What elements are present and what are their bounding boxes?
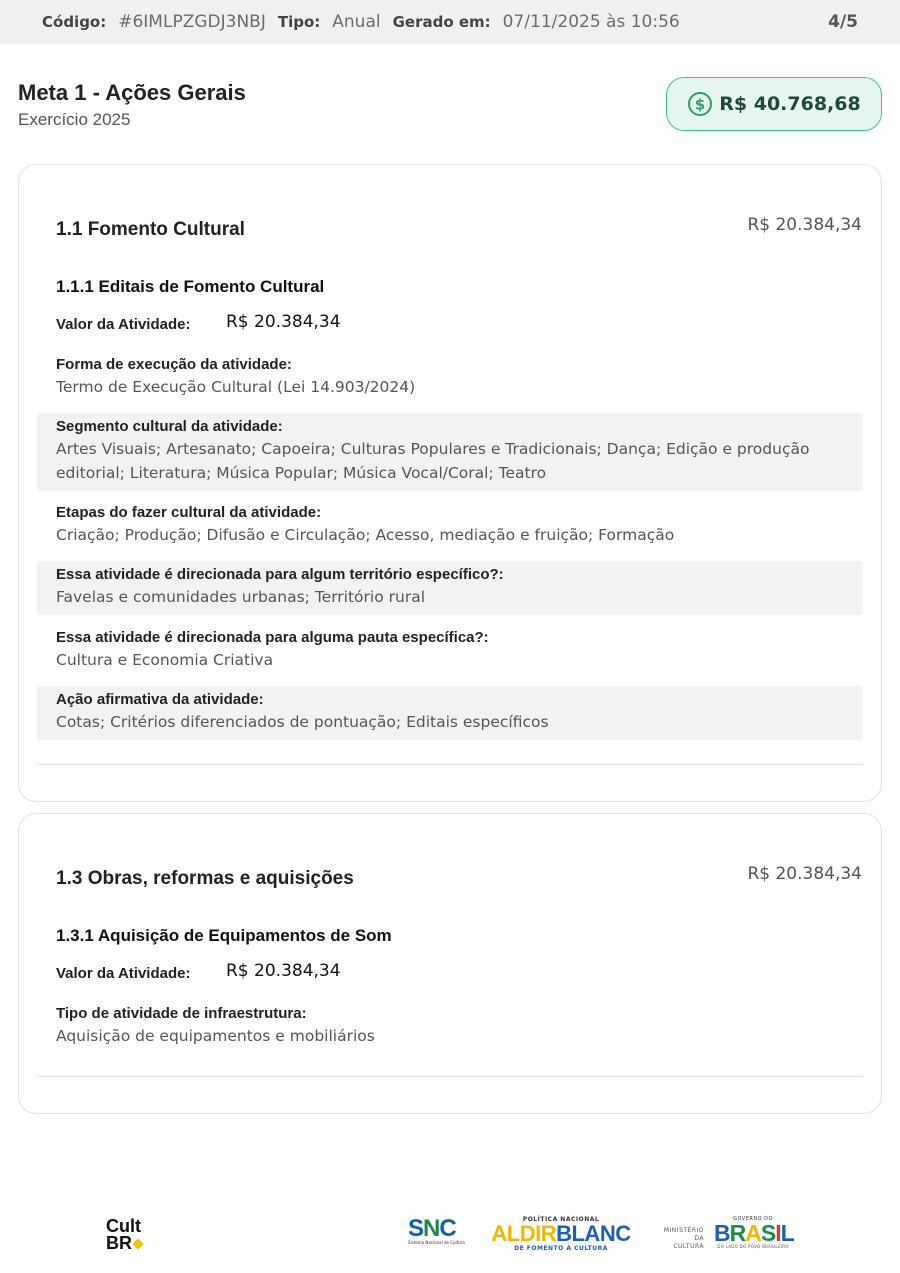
footer-logos (0, 1200, 900, 1273)
field-value: Aquisição de equipamentos e mobiliários (56, 1027, 375, 1045)
tipo-value: Anual (332, 12, 381, 32)
field-label: Tipo de atividade de infraestrutura: (56, 1005, 307, 1022)
field-segmento-cultural (37, 413, 863, 491)
field-label: Etapas do fazer cultural da atividade: (56, 504, 322, 521)
field-tipo-infraestrutura (37, 1000, 863, 1054)
cultbr-line2: BR (106, 1233, 132, 1253)
gov-letter: A (745, 1220, 761, 1246)
svg-text:$: $ (695, 95, 706, 114)
field-label: Forma de execução da atividade: (56, 356, 292, 373)
field-acao-afirmativa (37, 686, 863, 740)
field-value: Criação; Produção; Difusão e Circulação; Acesso, mediação e fruição; Formação (56, 526, 675, 544)
gov-letter: R (729, 1220, 746, 1246)
cultbr-line1: Cult (106, 1216, 141, 1236)
codigo-label: Código: (42, 13, 107, 31)
gov-letter: B (714, 1220, 730, 1246)
divider (37, 1076, 863, 1077)
snc-letter-s: S (408, 1215, 424, 1242)
field-pauta (37, 624, 863, 678)
field-label: Essa atividade é direcionada para algum território específico?: (56, 566, 504, 583)
aldir-bottom-text: DE FOMENTO À CULTURA (514, 1245, 608, 1252)
section-card-fomento (18, 164, 882, 802)
ministerio-line2: CULTURA (673, 1243, 704, 1250)
field-label: Essa atividade é direcionada para alguma pauta específica?: (56, 629, 489, 646)
cultbr-logo (106, 1218, 142, 1252)
gerado-value: 07/11/2025 às 10:56 (502, 12, 680, 32)
gov-bottom-text: DO LADO DO POVO BRASILEIRO (717, 1244, 789, 1249)
aldir-blanc-logo (488, 1216, 634, 1252)
snc-caption: Sistema Nacional de Cultura (408, 1240, 465, 1245)
field-territorio (37, 561, 863, 615)
field-forma-execucao (37, 351, 863, 405)
activity-title: 1.1.1 Editais de Fomento Cultural (56, 277, 325, 296)
gov-brasil-wordmark (714, 1222, 792, 1244)
field-value: Favelas e comunidades urbanas; Território rural (56, 588, 425, 606)
document-header-bar (0, 0, 900, 44)
codigo-value: #6IMLPZGDJ3NBJ (118, 12, 266, 32)
meta-total-value: R$ 40.768,68 (719, 93, 861, 115)
field-value: Termo de Execução Cultural (Lei 14.903/2024) (56, 378, 416, 396)
aldir-top-text: POLÍTICA NACIONAL (522, 1216, 600, 1223)
snc-letter-c: C (439, 1215, 456, 1242)
field-label: Ação afirmativa da atividade: (56, 691, 264, 708)
ministerio-cultura-logo (652, 1227, 704, 1251)
section-title: 1.1 Fomento Cultural (56, 219, 245, 240)
section-value: R$ 20.384,34 (747, 215, 862, 235)
section-card-obras (18, 813, 882, 1114)
gov-letter: S (760, 1220, 776, 1246)
field-value: Cotas; Critérios diferenciados de pontuação; Editais específicos (56, 713, 549, 731)
meta-subtitle: Exercício 2025 (18, 110, 131, 129)
section-value: R$ 20.384,34 (747, 864, 862, 884)
ministerio-line1: MINISTÉRIO DA (663, 1227, 704, 1242)
field-value: Artes Visuais; Artesanato; Capoeira; Culturas Populares e Tradicionais; Dança; Edição e produção editorial; Literatura; Música Popular; Música Vocal/Coral; Teatro (56, 440, 810, 482)
dollar-circle-icon (687, 91, 713, 117)
aldir-name-1: ALDIR (491, 1221, 557, 1246)
gerado-label: Gerado em: (392, 13, 491, 31)
gov-letter: I (775, 1220, 781, 1246)
gov-letter: L (780, 1220, 794, 1246)
governo-brasil-logo (714, 1216, 792, 1249)
tipo-label: Tipo: (277, 13, 321, 31)
snc-letter-n: N (423, 1215, 440, 1242)
section-title: 1.3 Obras, reformas e aquisições (56, 868, 354, 889)
field-value: Cultura e Economia Criativa (56, 651, 274, 669)
activity-value-label: Valor da Atividade: (56, 316, 191, 333)
field-label: Segmento cultural da atividade: (56, 418, 283, 435)
activity-title: 1.3.1 Aquisição de Equipamentos de Som (56, 926, 392, 945)
field-etapas (37, 499, 863, 553)
divider (37, 764, 863, 765)
aldir-name-2: BLANC (556, 1221, 631, 1246)
meta-title: Meta 1 - Ações Gerais (18, 80, 246, 105)
gov-top-text: GOVERNO DO (733, 1216, 773, 1222)
snc-logo (408, 1215, 465, 1245)
activity-value: R$ 20.384,34 (226, 961, 341, 981)
meta-total-badge (666, 77, 882, 131)
activity-value: R$ 20.384,34 (226, 312, 341, 332)
activity-value-label: Valor da Atividade: (56, 965, 191, 982)
page-indicator: 4/5 (828, 12, 858, 32)
diamond-icon (132, 1239, 143, 1250)
